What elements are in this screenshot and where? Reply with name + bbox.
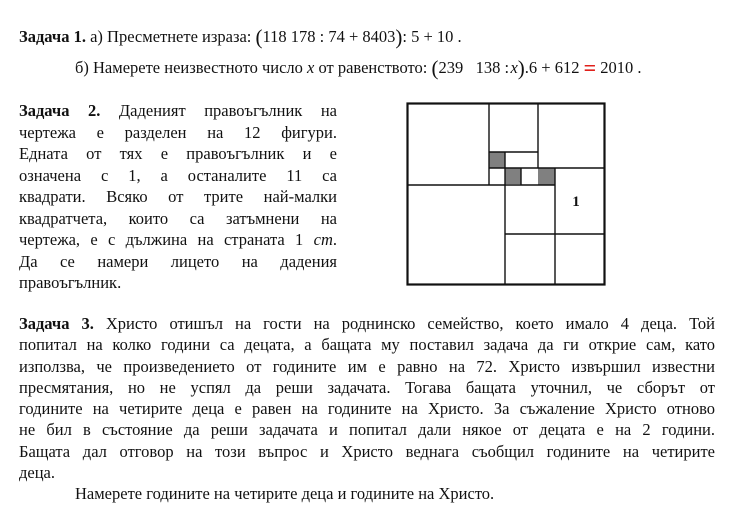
task2-line: Задача 2. Даденият правоъгълник на	[19, 101, 337, 120]
rectangle-label: 1	[572, 194, 580, 210]
task3-line: Задача 3. Христо отишъл на гости на роднинско семейство, което имало 4 деца. Той	[19, 314, 715, 333]
task2-unit: cm	[313, 230, 333, 249]
task2-line: квадратчета, които са затъмнени на	[19, 208, 337, 228]
task3-line: използва, че произведението от годините им е равно на 72. Христо извършил известни	[19, 356, 715, 376]
task1-b-label: б)	[75, 58, 89, 77]
task3-line: не бил в състояние да реши задачата и попитал дали някое от децата е на 2 години.	[19, 420, 715, 440]
task3-line: пресмятания, но не успял да реши задачата. Тогава бащата уточнил, че сборът от	[19, 377, 715, 397]
task1-b-paren-open: (	[431, 56, 439, 80]
task1-a-expr-tail: : 5 + 10 .	[402, 27, 462, 46]
task1-b-expr-var: x	[510, 58, 518, 77]
task2-line: Едната от тях е правоъгълник и е	[19, 144, 337, 163]
task3-line: годините на четирите деца е равен на годините на Христо. За съжаление Христо отново	[19, 399, 715, 419]
task3-line: Бащата дал отговор на този въпрос и Христо веднага съобщил годините на четирите	[19, 441, 715, 461]
task2-text	[19, 100, 337, 294]
shaded-square-2	[505, 168, 521, 184]
task1-b-paren-close: )	[517, 56, 525, 80]
task1-a-text: Пресметнете израза:	[107, 27, 252, 46]
task2-title: Задача 2.	[19, 101, 101, 120]
task1-a-paren-close: )	[395, 25, 403, 49]
task1-line-b	[75, 55, 642, 80]
task1-b-var: x	[307, 58, 315, 77]
task1-a-paren-open: (	[255, 25, 263, 49]
task3-line: деца.	[19, 463, 55, 483]
shaded-square-3	[538, 168, 555, 185]
task3-text	[19, 314, 715, 506]
task2-line: Да се намери лицето на дадения	[19, 251, 337, 271]
task3-title: Задача 3.	[19, 314, 94, 333]
task1-line-a	[19, 27, 462, 47]
task3-line: попитал на колко години са децата, а бащата му поставил задача да ги открие сам, като	[19, 335, 715, 355]
task1-a-label: а)	[90, 27, 103, 46]
task2-line: означена с 1, а останалите 11 са	[19, 165, 337, 185]
task1-a-expr: 118 178 : 74 + 8403	[262, 27, 396, 46]
task2-line: квадрати. Всяко от трите най-малки	[19, 187, 337, 206]
task1-title: Задача 1.	[19, 27, 86, 46]
task1-b-text: Намерете неизвестното число	[93, 58, 303, 77]
task1-b-result: 2010 .	[600, 58, 642, 77]
task1-b-expr-tail: .6 + 612	[524, 58, 580, 77]
rectangle-figure	[406, 102, 606, 286]
task3-question: Намерете годините на четирите деца и годините на Христо.	[75, 484, 495, 504]
task1-b-text2: от равенството:	[318, 58, 428, 77]
task2-line: правоъгълник.	[19, 273, 122, 292]
task2-line: чертежа е разделен на 12 фигури.	[19, 122, 337, 142]
task1-b-expr: 239 138 :	[438, 58, 510, 77]
task2-line: чертежа, е с дължина на страната 1 cm.	[19, 230, 338, 249]
shaded-square-1	[489, 152, 505, 168]
task1-b-equals: =	[583, 55, 597, 80]
